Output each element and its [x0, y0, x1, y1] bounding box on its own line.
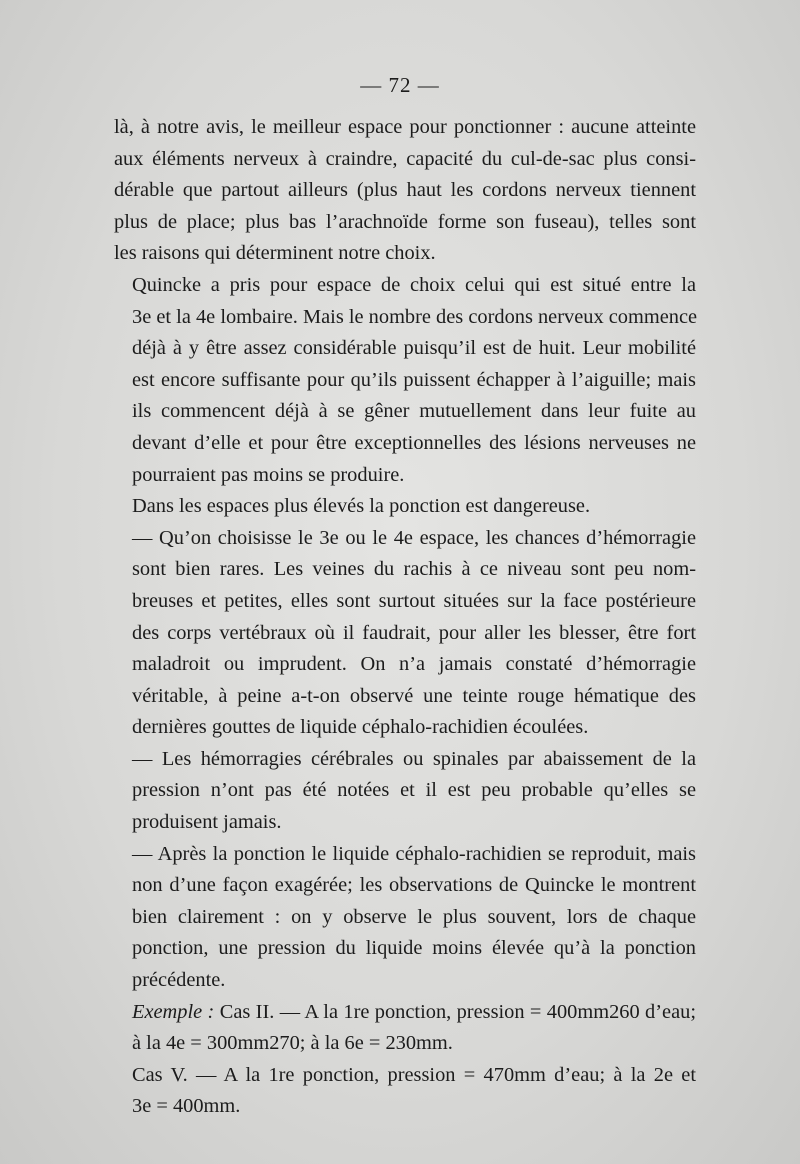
example-label: Exemple :	[132, 1000, 215, 1023]
paragraph	[114, 491, 696, 523]
text-line: Quincke a pris pour espace de choix celui qui est situé entre la	[132, 273, 696, 296]
example-text: Cas II. — A la 1re ponction, pression = 400mm260 d’eau;	[214, 1000, 696, 1023]
text-line: ponction, une pression du liquide moins élevée qu’à la ponction	[132, 937, 696, 960]
paragraph	[114, 997, 696, 1060]
text-line: — Les hémorragies cérébrales ou spinales par abaissement de la	[132, 747, 696, 770]
text-line: est encore suffisante pour qu’ils puissent échapper à l’aiguille; mais	[132, 368, 696, 391]
text-line: pression n’ont pas été notées et il est peu probable qu’elles se	[132, 779, 696, 802]
text-line: déjà à y être assez considérable puisqu’il est de huit. Leur mobilité	[132, 337, 696, 360]
text-line: 3e = 400mm.	[132, 1095, 241, 1118]
text-line: 3e et la 4e lombaire. Mais le nombre des cordons nerveux commence	[132, 305, 698, 328]
text-line: Cas V. — A la 1re ponction, pression = 470mm d’eau; à la 2e et	[132, 1063, 696, 1086]
text-line: à la 4e = 300mm270; à la 6e = 230mm.	[132, 1032, 453, 1055]
text-line: plus de place; plus bas l’arachnoïde forme son fuseau), telles sont	[114, 210, 696, 233]
page-number: — 72 —	[360, 73, 440, 97]
text-line: — Qu’on choisisse le 3e ou le 4e espace, les chances d’hémorragie	[132, 526, 696, 549]
text-line	[114, 997, 696, 1029]
text-line: les raisons qui déterminent notre choix.	[114, 242, 436, 265]
body-text	[114, 112, 696, 1123]
text-line: ils commencent déjà à se gêner mutuellement dans leur fuite au	[132, 400, 696, 423]
text-line: — Après la ponction le liquide céphalo-rachidien se reproduit, mais	[132, 842, 696, 865]
text-line: aux éléments nerveux à craindre, capacité du cul-de-sac plus consi-	[114, 147, 696, 170]
paragraph	[114, 270, 696, 491]
text-line: devant d’elle et pour être exceptionnelles des lésions nerveuses ne	[132, 431, 696, 454]
paragraph	[114, 744, 696, 839]
text-line: sont bien rares. Les veines du rachis à ce niveau sont peu nom-	[132, 558, 696, 581]
text-line: dérable que partout ailleurs (plus haut les cordons nerveux tiennent	[114, 179, 696, 202]
text-line: dernières gouttes de liquide céphalo-rachidien écoulées.	[132, 716, 589, 739]
text-line: produisent jamais.	[132, 811, 282, 834]
paragraph	[114, 1060, 696, 1123]
text-line: bien clairement : on y observe le plus souvent, lors de chaque	[132, 905, 696, 928]
text-line: là, à notre avis, le meilleur espace pour ponctionner : aucune atteinte	[114, 116, 696, 138]
text-line: pourraient pas moins se produire.	[132, 463, 405, 486]
text-line: non d’une façon exagérée; les observations de Quincke le montrent	[132, 874, 696, 897]
paragraph	[114, 523, 696, 744]
paragraph	[114, 839, 696, 997]
paragraph	[114, 112, 696, 270]
text-line: breuses et petites, elles sont surtout situées sur la face postérieure	[132, 589, 696, 612]
text-line: maladroit ou imprudent. On n’a jamais constaté d’hémorragie	[132, 653, 696, 676]
text-line: Dans les espaces plus élevés la ponction est dangereuse.	[132, 495, 591, 518]
text-line: véritable, à peine a-t-on observé une teinte rouge hématique des	[132, 684, 696, 707]
text-line: des corps vertébraux où il faudrait, pour aller les blesser, être fort	[132, 621, 696, 644]
text-line: précédente.	[132, 969, 226, 992]
